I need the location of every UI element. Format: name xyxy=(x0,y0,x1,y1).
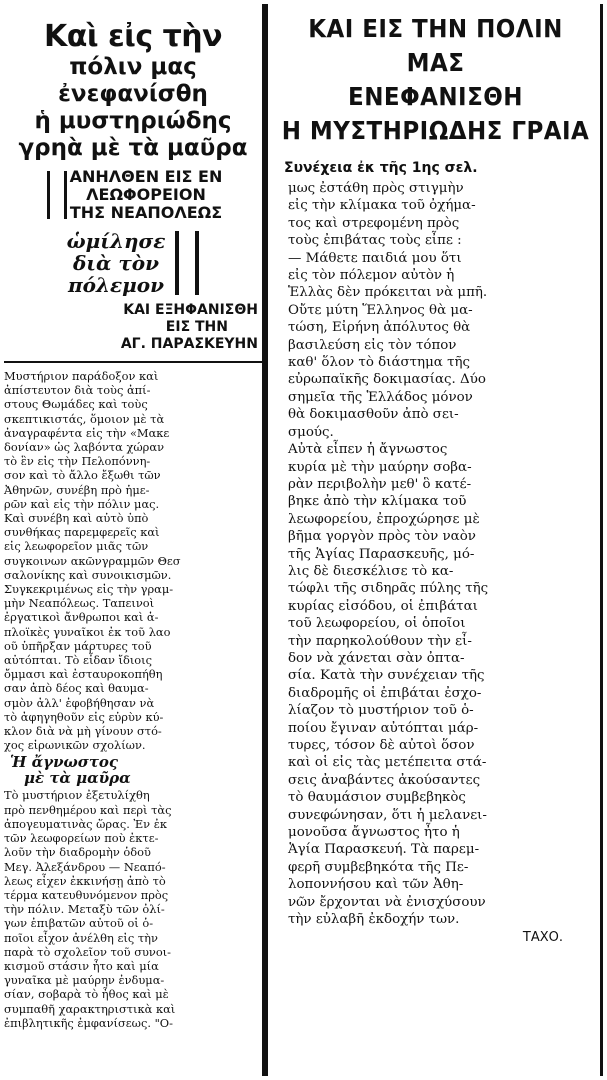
decorative-bars xyxy=(47,171,67,219)
text-line: βηκε ἀπὸ τὴν κλίμακα τοῦ xyxy=(288,494,467,510)
left-headline-line-3: ἐνεφανίσθη xyxy=(58,81,208,107)
text-line: μὴν Νεαπόλεως. Ταπεινοὶ xyxy=(4,596,155,611)
subhead-1-line-1: ΑΝΗΛΘΕΝ ΕΙΣ ΕΝ xyxy=(69,167,223,186)
text-line: Ἀθηνῶν, συνέβη πρὸ ἡμε- xyxy=(4,482,150,497)
text-line: στους Θωμάδες καὶ τοὺς xyxy=(4,397,148,412)
text-line: κυρία μὲ τὴν μαύρην σοβα- xyxy=(288,459,472,475)
text-line: σίαν, σοβαρὰ τὸ ἦθος καὶ μὲ xyxy=(4,987,169,1002)
text-line: καθ' ὅλον τὸ διάστημα τῆς xyxy=(288,355,471,371)
text-line: τὸ ἀφηγηθοῦν εἰς εὐρὺν κύ- xyxy=(4,709,164,724)
text-line: λίαζον τὸ μυστήριον τοῦ ὁ- xyxy=(288,703,474,719)
text-line: κλον διὰ νὰ μὴ γίνουν στό- xyxy=(4,724,162,739)
text-line: ὄμμασι καὶ ἐσταυροκοπήθη xyxy=(4,667,163,682)
text-line: συνθήκας παρεμφερεῖς καὶ xyxy=(4,525,160,540)
text-line: καὶ οἱ εἰς τὰς μετέπειτα στά- xyxy=(288,755,487,771)
text-line: ποῖοι εἶχον ἀνέλθη εἰς τὴν xyxy=(4,930,158,945)
right-headline xyxy=(281,12,589,148)
subhead-3-line-2: ΕΙΣ ΤΗΝ xyxy=(165,319,228,335)
intertitle xyxy=(10,754,262,786)
text-line: ἀναγραφέντα εἰς τὴν «Μακε xyxy=(4,425,170,440)
text-line: αὐτόπται. Τὸ εἶδαν ἴδιοις xyxy=(4,653,152,668)
text-line: λοῦν τὴν διαδρομὴν ὁδοῦ xyxy=(4,845,151,860)
right-headline-line-3: Η ΜΥΣΤΗΡΙΩΔΗΣ ΓΡΑΙΑ xyxy=(281,116,590,145)
text-line: φερῆ συμβεβηκότα τῆς Πε- xyxy=(288,859,469,875)
text-line: γων ἐπιβατῶν αὐτοῦ οἱ ὁ- xyxy=(4,916,154,931)
text-line: θὰ δοκιμασθοῦν ἀπὸ σει- xyxy=(288,407,459,423)
text-line: πρὸ πενθημέρου καὶ περὶ τὰς xyxy=(4,802,172,817)
signature: ΤΑΧΟ. xyxy=(522,930,563,946)
left-headline-line-2: πόλιν μας xyxy=(69,54,197,80)
text-line: κισμοῦ στάσιν ἦτο καὶ μία xyxy=(4,958,159,973)
text-line: συνεφώνησαν, ὅτι ἡ μελανει- xyxy=(288,807,487,823)
left-headline xyxy=(4,54,262,162)
text-line: τυρες, τόσον δὲ αὐτοὶ ὅσον xyxy=(288,738,475,753)
text-line: τῆς Ἁγίας Παρασκευῆς, μό- xyxy=(288,546,475,562)
left-headline-line-4: ἡ μυστηριώδης xyxy=(34,108,232,134)
text-line: Καὶ συνέβη καὶ αὐτὸ ὑπὸ xyxy=(4,511,149,526)
subhead-3-line-1: ΚΑΙ ΕΞΗΦΑΝΙΣΘΗ xyxy=(123,302,258,318)
text-line: διαδρομῆς οἱ ἐπιβάται ἐσχο- xyxy=(288,685,482,701)
right-article xyxy=(268,6,603,1074)
text-line: λις δὲ διεσκέλισε τὸ κα- xyxy=(288,563,454,579)
text-line: τώση, Εἰρήνη ἀπόλυτος θὰ xyxy=(288,320,471,336)
text-line: συμπαθῆ χαρακτηριστικὰ καὶ xyxy=(4,1001,176,1016)
continuation-note: Συνέχεια ἐκ τῆς 1ης σελ. xyxy=(284,160,478,176)
subhead-block-2 xyxy=(4,230,262,296)
subhead-2-line-2: διὰ τὸν xyxy=(72,251,160,275)
text-line: τὴν πόλιν. Μεταξὺ τῶν ὀλί- xyxy=(4,902,165,917)
text-line: τὸ ἓν εἰς τὴν Πελοπόννη- xyxy=(4,454,151,469)
text-line: δονίαν» ὡς λαβόντα χώραν xyxy=(4,440,164,455)
text-line: σία. Κατὰ τὴν συνέχειαν τῆς xyxy=(288,668,485,684)
subhead-1-line-3: ΤΗΣ ΝΕΑΠΟΛΕΩΣ xyxy=(69,203,223,222)
intertitle-line-1: Ἡ ἄγνωστος xyxy=(10,753,119,772)
text-line: ρῶν καὶ εἰς τὴν πόλιν μας. xyxy=(4,496,160,511)
text-line: δον νὰ χάνεται σὰν ὀπτα- xyxy=(288,650,465,666)
text-line: τῶν λεωφορείων ποὺ ἐκτε- xyxy=(4,831,159,846)
intertitle-line-2: μὲ τὰ μαῦρα xyxy=(24,769,131,788)
subhead-1-line-2: ΛΕΩΦΟΡΕΙΟΝ xyxy=(86,185,206,204)
left-headline-line-5: γρηὰ μὲ τὰ μαῦρα xyxy=(18,135,248,161)
text-line: Μεγ. Ἀλεξάνδρου — Νεαπό- xyxy=(4,859,166,874)
text-line: τώφλι τῆς σιδηρᾶς πύλης τῆς xyxy=(288,581,489,597)
text-line: λοποννήσου καὶ τῶν Ἀθη- xyxy=(288,877,464,893)
text-line: Τὸ μυστήριον ἐξετυλίχθη xyxy=(4,788,150,803)
right-body xyxy=(268,180,603,928)
subhead-block-1 xyxy=(4,168,262,222)
text-line: Ἑλλὰς δὲν πρόκειται νὰ μπῆ. xyxy=(288,285,488,301)
text-line: μως ἐστάθη πρὸς στιγμὴν xyxy=(288,181,464,196)
text-line: σμὸν ἀλλ' ἐφοβήθησαν νὰ xyxy=(4,695,155,710)
text-line: βῆμα γοργὸν πρὸς τὸν ναὸν xyxy=(288,529,476,545)
text-line: τὴν εὐλαβῆ ἐκδοχήν των. xyxy=(288,912,460,928)
text-line: Συγκεκριμένως εἰς τὴν γραμ- xyxy=(4,582,174,597)
text-line: εἰς τὸν πόλεμον αὐτὸν ἡ xyxy=(288,268,455,284)
subhead-3-line-3: ΑΓ. ΠΑΡΑΣΚΕΥΗΝ xyxy=(120,336,258,352)
text-line: Οὔτε μύτη Ἕλληνος θὰ μα- xyxy=(288,302,473,318)
text-line: βασιλεύση εἰς τὸν τόπον xyxy=(288,337,457,353)
text-line: τέρμα κατευθυνόμενον πρὸς xyxy=(4,887,169,902)
right-headline-line-2: ΕΝΕΦΑΝΙΣΘΗ xyxy=(348,82,523,111)
subhead-2-line-1: ὡμίλησε xyxy=(66,229,166,253)
text-line: τοὺς ἐπιβάτας τοὺς εἶπε : xyxy=(288,233,462,249)
text-line: παρὰ τὸ σχολεῖον τοῦ συνοι- xyxy=(4,944,171,959)
text-line: συγκοινων ακῶνγραμμῶν Θεσ xyxy=(4,553,181,568)
text-line: μονοῦσα ἄγνωστος ἦτο ἡ xyxy=(288,825,460,841)
text-line: σμούς. xyxy=(288,424,334,440)
text-line: εὐρωπαϊκῆς δοκιμασίας. Δύο xyxy=(288,372,486,388)
text-line: Αὐτὰ εἶπεν ἡ ἄγνωστος xyxy=(288,442,448,458)
right-headline-line-1: ΚΑΙ ΕΙΣ ΤΗΝ ΠΟΛΙΝ ΜΑΣ xyxy=(308,14,563,77)
text-line: σον καὶ τὸ ἄλλο ἔξωθι τῶν xyxy=(4,468,161,483)
text-line: πλοϊκὲς γυναῖκοι ἐκ τοῦ λαο xyxy=(4,624,171,639)
text-line: τοῦ λεωφορείου, οἱ ὁποῖοι xyxy=(288,616,466,632)
text-line: ἀπογευματινὰς ὥρας. Ἐν ἐκ xyxy=(4,816,167,831)
text-line: σκεπτικιστάς, ὅμοιον μὲ τὰ xyxy=(4,411,165,426)
text-line: — Μάθετε παιδιά μου ὅτι xyxy=(288,250,462,266)
text-line: σαλονίκης καὶ συνοικισμῶν. xyxy=(4,567,172,582)
text-line: σαν ἀπὸ δέος καὶ θαυμα- xyxy=(4,681,149,696)
text-line: σεις ἀναβάντες ἀκούσαντες xyxy=(288,772,481,788)
text-line: Μυστήριον παράδοξον καὶ xyxy=(4,369,159,383)
left-headline-line-1: Καὶ εἰς τὴν xyxy=(43,19,223,54)
text-line: τος καὶ στρεφομένη πρὸς xyxy=(288,215,460,231)
text-line: ἐπιβλητικῆς ἐμφανίσεως. "Ο- xyxy=(4,1015,173,1030)
left-article xyxy=(4,6,262,1074)
text-line: ρὰν περιβολὴν μεθ' ὃ κατέ- xyxy=(288,476,472,492)
text-line: γυναῖκα μὲ μαύρην ἐνδυμα- xyxy=(4,973,165,988)
left-body-2 xyxy=(4,788,262,1029)
text-line: χος εἰρωνικῶν σχολίων. xyxy=(4,738,146,753)
subhead-block-3 xyxy=(4,302,262,353)
subhead-2-line-3: πόλεμον xyxy=(67,273,164,297)
left-body-1 xyxy=(4,369,262,752)
text-line: Ἁγία Παρασκευή. Τὰ παρεμ- xyxy=(288,842,480,858)
text-line: νῶν ἔρχονται νὰ ἐνισχύσουν xyxy=(288,894,486,910)
text-line: τὸ θαυμάσιον συμβεβηκὸς xyxy=(288,790,466,806)
text-line: οῦ ὑπῆρξαν μάρτυρες τοῦ xyxy=(4,638,152,653)
text-line: ἐργατικοὶ ἄνθρωποι καὶ ἁ- xyxy=(4,610,159,625)
text-line: εἰς τὴν κλίμακα τοῦ ὀχήμα- xyxy=(288,198,476,214)
text-line: κυρίας εἰσόδου, οἱ ἐπιβάται xyxy=(288,598,478,614)
text-line: ἀπίστευτον διὰ τοὺς ἀπί- xyxy=(4,383,151,398)
decorative-bars-large xyxy=(175,231,199,295)
text-line: τὴν παρηκολούθουν τὴν εἶ- xyxy=(288,633,472,649)
text-line: λεως εἶχεν ἐκκινήσῃ ἀπὸ τὸ xyxy=(4,873,166,888)
text-line: σημεῖα τῆς Ἑλλάδος μόνον xyxy=(288,389,473,405)
text-line: λεωφορείου, ἐπροχώρησε μὲ xyxy=(288,511,480,527)
horizontal-rule xyxy=(4,361,262,363)
text-line: ποίου ἔγιναν αὐτόπται μάρ- xyxy=(288,720,479,736)
text-line: εἰς λεωφορεῖον μιᾶς τῶν xyxy=(4,539,149,554)
